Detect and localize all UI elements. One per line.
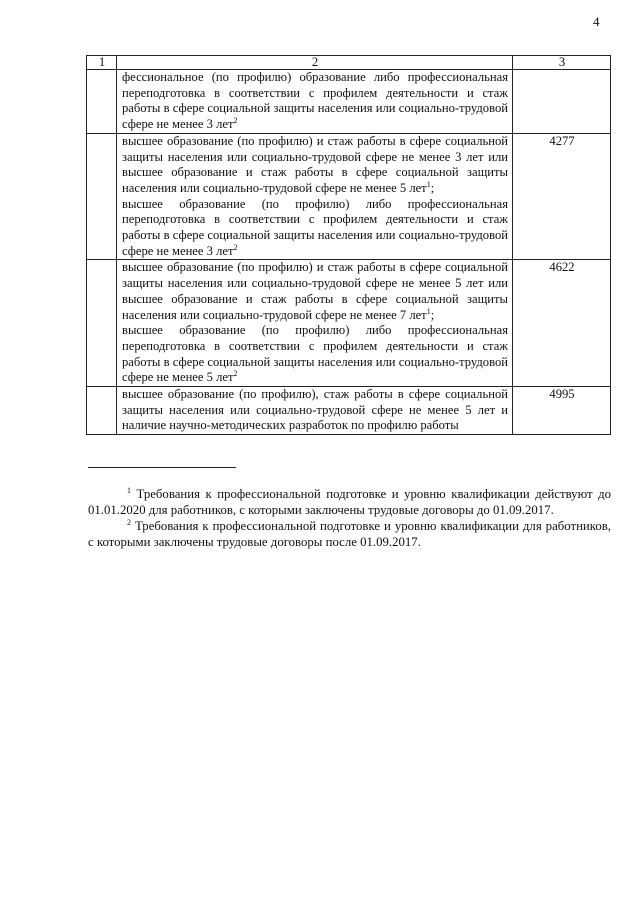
requirement-paragraph: [122, 323, 508, 386]
footnote-reference: 2: [233, 116, 238, 126]
requirement-cell: [117, 133, 513, 260]
punctuation: ;: [430, 180, 435, 195]
column-header-1: 1: [87, 56, 117, 70]
salary-value-cell: [513, 70, 611, 134]
requirement-text: фессиональное (по профилю) образование либо профессиональная переподготовка в соответствии с профилем деятельности и стаж работы в сфере социальной защиты населения или социально-трудовой сфере не менее 3 лет: [122, 70, 508, 132]
requirement-paragraph: [122, 197, 508, 260]
table-body: [87, 56, 611, 435]
column-header-3: 3: [513, 56, 611, 70]
requirement-paragraph: [122, 387, 508, 434]
table-header-row: [87, 56, 611, 70]
requirement-paragraph: [122, 134, 508, 197]
footnote-text: Требования к профессиональной подготовке и уровню квалификации для работников, с которыми заключены трудовые договоры после 01.09.2017.: [88, 519, 611, 549]
row-number-cell: [87, 260, 117, 387]
footnote-mark: 1: [127, 486, 131, 495]
footnote-reference: 1: [426, 179, 431, 189]
requirement-paragraph: [122, 260, 508, 323]
footnote: [88, 518, 611, 550]
footnote-reference: 2: [233, 369, 238, 379]
requirement-cell: [117, 260, 513, 387]
table-row: [87, 70, 611, 134]
row-number-cell: [87, 133, 117, 260]
footnote-reference: 2: [233, 242, 238, 252]
requirement-cell: [117, 387, 513, 435]
page-number: 4: [593, 14, 600, 29]
salary-value-cell: 4995: [513, 387, 611, 435]
footnote-text: Требования к профессиональной подготовке и уровню квалификации действуют до 01.01.2020 для работников, с которыми заключены трудовые договоры до 01.09.2017.: [88, 487, 611, 517]
requirements-table: [86, 55, 611, 435]
footnote: [88, 486, 611, 518]
row-number-cell: [87, 70, 117, 134]
row-number-cell: [87, 387, 117, 435]
salary-value-cell: 4277: [513, 133, 611, 260]
requirement-paragraph: [122, 70, 508, 133]
table-row: [87, 133, 611, 260]
requirement-text: высшее образование (по профилю) и стаж работы в сфере социальной защиты населения или социально-трудовой сфере не менее 3 лет или высшее образование и стаж работы в сфере социальной защиты населения или социально-трудовой сфере не менее 5 лет: [122, 133, 508, 195]
requirement-cell: [117, 70, 513, 134]
table-row: [87, 387, 611, 435]
table-row: [87, 260, 611, 387]
requirement-text: высшее образование (по профилю) либо профессиональная переподготовка в соответствии с профилем деятельности и стаж работы в сфере социальной защиты населения или социально-трудовой сфере не менее 3 лет: [122, 196, 508, 258]
footnote-separator: [88, 467, 236, 468]
footnotes: [88, 486, 611, 550]
requirement-text: высшее образование (по профилю), стаж работы в сфере социальной защиты населения или социально-трудовой сфере не менее 5 лет и наличие научно-методических разработок по профилю работы: [122, 387, 508, 433]
punctuation: ;: [430, 307, 435, 322]
footnote-reference: 1: [426, 306, 431, 316]
requirement-text: высшее образование (по профилю) либо профессиональная переподготовка в соответствии с профилем деятельности и стаж работы в сфере социальной защиты населения или социально-трудовой сфере не менее 5 лет: [122, 323, 508, 385]
requirement-text: высшее образование (по профилю) и стаж работы в сфере социальной защиты населения или социально-трудовой сфере не менее 5 лет или высшее образование и стаж работы в сфере социальной защиты населения или социально-трудовой сфере не менее 7 лет: [122, 260, 508, 322]
footnote-mark: 2: [127, 518, 131, 527]
column-header-2: 2: [117, 56, 513, 70]
salary-value-cell: 4622: [513, 260, 611, 387]
